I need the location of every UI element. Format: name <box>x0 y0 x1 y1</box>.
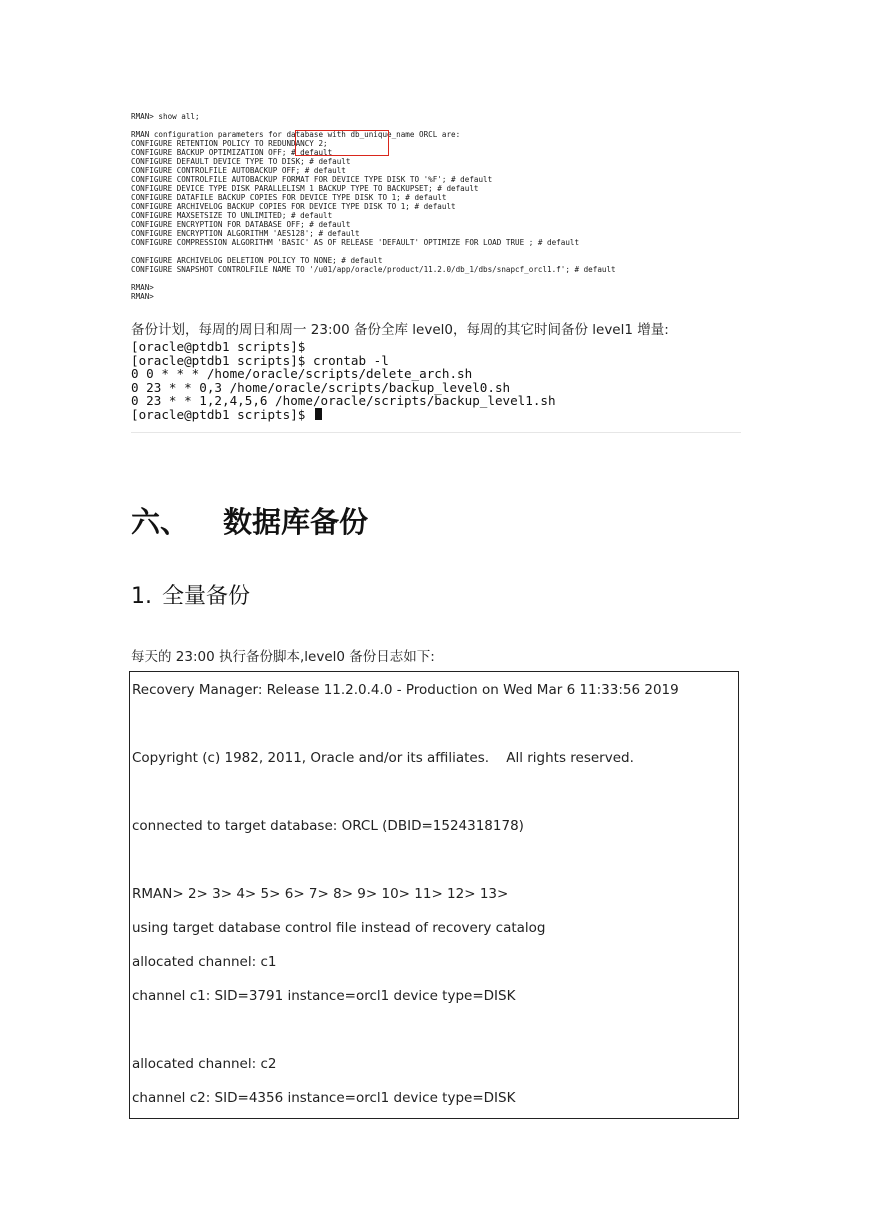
section-number: 六、 <box>131 505 190 539</box>
crontab-screenshot <box>131 340 741 433</box>
intro-text: 每天的 23:00 执行备份脚本,level0 备份日志如下: <box>131 649 435 665</box>
log-line: using target database control file instead of recovery catalog <box>132 920 546 936</box>
redundancy-highlight-box <box>295 130 389 156</box>
log-line: allocated channel: c2 <box>132 1056 277 1072</box>
rman-config-output: RMAN> show all; RMAN configuration parameters for database with db_unique_name ORCL are: CONFIGURE RETENTION POLICY TO REDUNDANCY 2; CONFIGURE BACKUP OPTIMIZATION OFF; # default CONFIGURE DEFAULT DEVICE TYPE TO DISK; # default CONFIGURE CONTROLFILE AUTOBACKUP OFF; # default CONFIGURE CONTROLFILE AUTOBACKUP FORMAT FOR DEVICE TYPE DISK TO '%F'; # default CONFIGURE DEVICE TYPE DISK PARALLELISM 1 BACKUP TYPE TO BACKUPSET; # default CONFIGURE DATAFILE BACKUP COPIES FOR DEVICE TYPE DISK TO 1; # default CONFIGURE ARCHIVELOG BACKUP COPIES FOR DEVICE TYPE DISK TO 1; # default CONFIGURE MAXSETSIZE TO UNLIMITED; # default CONFIGURE ENCRYPTION FOR DATABASE OFF; # default CONFIGURE ENCRYPTION ALGORITHM 'AES128'; # default CONFIGURE COMPRESSION ALGORITHM 'BASIC' AS OF RELEASE 'DEFAULT' OPTIMIZE FOR LOAD TRUE ; # default CONFIGURE ARCHIVELOG DELETION POLICY TO NONE; # default CONFIGURE SNAPSHOT CONTROLFILE NAME TO '/u01/app/oracle/product/11.2.0/db_1/dbs/snapcf_orcl1.f'; # default RMAN> RMAN> <box>131 112 616 301</box>
terminal-prompt-line <box>131 408 741 422</box>
rman-config-screenshot <box>131 112 741 310</box>
log-line: channel c2: SID=4356 instance=orcl1 device type=DISK <box>132 1090 516 1106</box>
log-line: channel c1: SID=3791 instance=orcl1 device type=DISK <box>132 988 516 1004</box>
crontab-output: [oracle@ptdb1 scripts]$ [oracle@ptdb1 scripts]$ crontab -l 0 0 * * * /home/oracle/scripts/delete_arch.sh 0 23 * * 0,3 /home/oracle/scripts/backup_level0.sh 0 23 * * 1,2,4,5,6 /home/oracle/scripts/backup_level1.sh <box>131 339 556 409</box>
backup-plan-text: 备份计划，每周的周日和周一 23:00 备份全库 level0，每周的其它时间备份 level1 增量: <box>131 322 669 338</box>
log-line: Recovery Manager: Release 11.2.0.4.0 - Production on Wed Mar 6 11:33:56 2019 <box>132 682 679 698</box>
log-line: allocated channel: c1 <box>132 954 277 970</box>
subsection-number: 1. <box>131 584 152 609</box>
subsection-heading <box>131 579 250 610</box>
terminal-prompt: [oracle@ptdb1 scripts]$ <box>131 406 313 422</box>
log-line: Copyright (c) 1982, 2011, Oracle and/or its affiliates. All rights reserved. <box>132 750 634 766</box>
section-title: 数据库备份 <box>223 505 369 539</box>
log-line: connected to target database: ORCL (DBID=1524318178) <box>132 818 524 834</box>
cursor-icon <box>315 408 322 420</box>
subsection-title: 全量备份 <box>162 584 251 609</box>
log-line: RMAN> 2> 3> 4> 5> 6> 7> 8> 9> 10> 11> 12> 13> <box>132 886 509 902</box>
backup-log-box <box>129 671 739 1119</box>
section-heading <box>131 500 368 541</box>
